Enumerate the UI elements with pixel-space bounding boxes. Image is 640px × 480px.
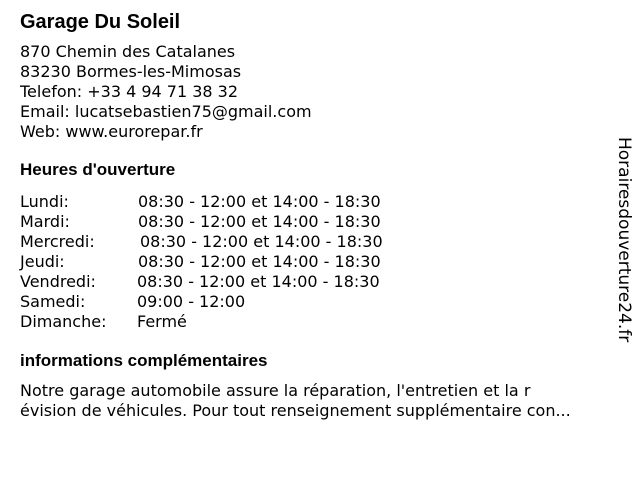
time-range: Fermé: [137, 312, 187, 331]
day-label: Vendredi:: [20, 272, 96, 291]
day-label: Mercredi:: [20, 232, 95, 251]
address-line-1: 870 Chemin des Catalanes: [20, 42, 236, 61]
opening-hours-heading: Heures d'ouverture: [20, 160, 176, 179]
address-line-2: 83230 Bormes-les-Mimosas: [20, 62, 242, 81]
additional-info-heading: informations complémentaires: [20, 351, 268, 370]
time-range: 08:30 - 12:00 et 14:00 - 18:30: [138, 212, 381, 231]
day-label: Mardi:: [20, 212, 70, 231]
description-line-2: évision de véhicules. Pour tout renseignement supplémentaire con...: [20, 401, 571, 420]
description-text: [20, 381, 620, 421]
time-range: 08:30 - 12:00 et 14:00 - 18:30: [137, 272, 380, 291]
website-line: Web: www.eurorepar.fr: [20, 122, 203, 141]
day-label: Lundi:: [20, 192, 69, 211]
description-line-1: Notre garage automobile assure la réparation, l'entretien et la r: [20, 381, 531, 400]
opening-hours-table: [20, 192, 610, 332]
day-label: Samedi:: [20, 292, 86, 311]
hours-row-vendredi: [20, 272, 610, 292]
hours-row-samedi: [20, 292, 610, 312]
hours-row-dimanche: [20, 312, 610, 332]
time-range: 09:00 - 12:00: [137, 292, 246, 311]
phone-line: Telefon: +33 4 94 71 38 32: [20, 82, 239, 101]
hours-row-mardi: [20, 212, 610, 232]
day-label: Jeudi:: [20, 252, 65, 271]
business-name: Garage Du Soleil: [20, 11, 181, 33]
business-card: [20, 10, 610, 421]
hours-row-lundi: [20, 192, 610, 212]
hours-row-mercredi: [20, 232, 610, 252]
hours-row-jeudi: [20, 252, 610, 272]
email-line: Email: lucatsebastien75@gmail.com: [20, 102, 312, 121]
time-range: 08:30 - 12:00 et 14:00 - 18:30: [138, 192, 381, 211]
day-label: Dimanche:: [20, 312, 107, 331]
watermark-text: Horairesdouverture24.fr: [614, 137, 634, 343]
time-range: 08:30 - 12:00 et 14:00 - 18:30: [138, 252, 381, 271]
time-range: 08:30 - 12:00 et 14:00 - 18:30: [140, 232, 383, 251]
